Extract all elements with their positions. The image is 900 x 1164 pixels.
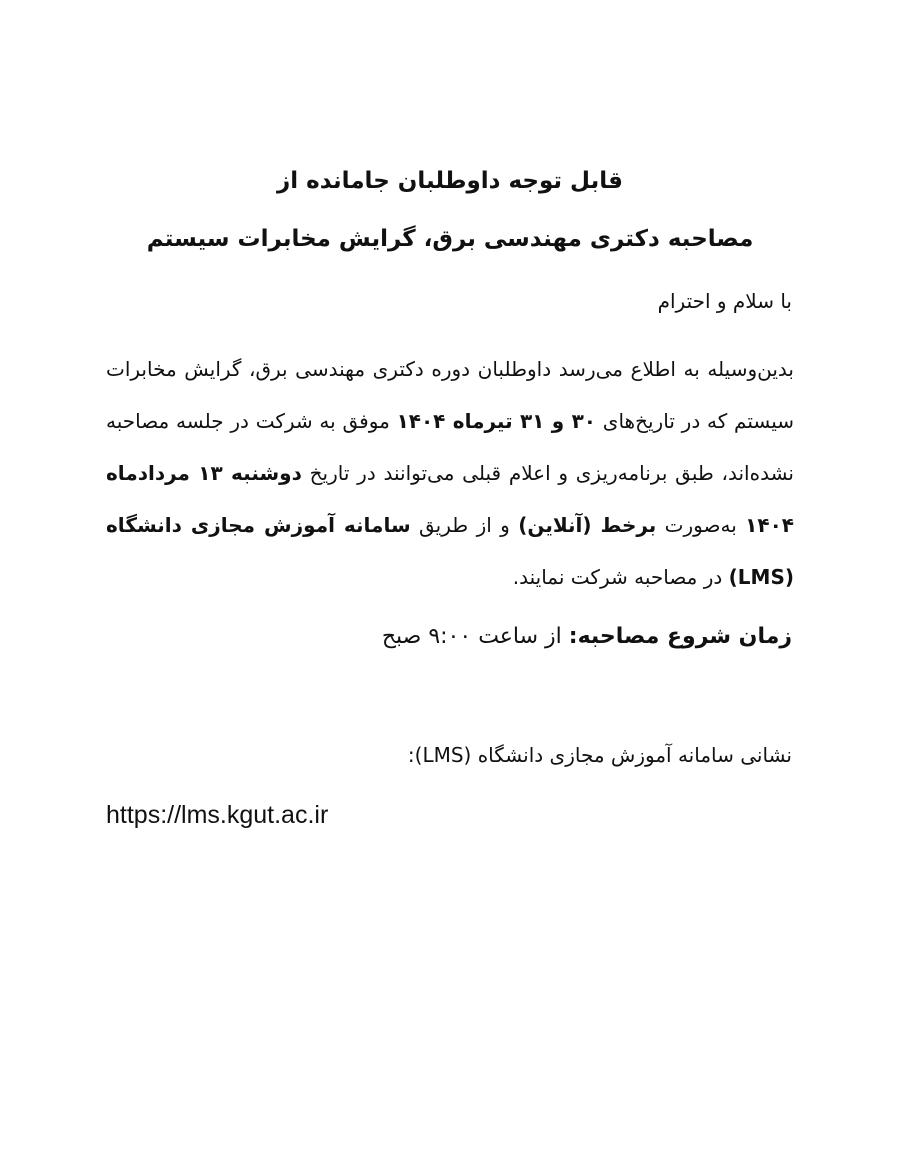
body-text-2: موفق به شرکت در جلسه مصاحبه نشده‌اند، طبق برنامه‌ریزی و اعلام قبلی می‌توانند در تاریخ [106,409,794,485]
lms-url-link[interactable]: https://lms.kgut.ac.ir [106,801,329,829]
body-text-1: بدین‌وسیله به اطلاع می‌رسد داوطلبان دوره دکتری مهندسی برق، گرایش مخابرات سیستم که در تاریخ‌های [106,357,794,433]
interview-time-label: زمان شروع مصاحبه: [568,624,792,649]
heading-line-1: قابل توجه داوطلبان جامانده از [277,168,623,194]
body-text-5: در مصاحبه شرکت نمایند. [512,565,729,589]
body-dates-missed: ۳۰ و ۳۱ تیرماه ۱۴۰۴ [396,409,597,433]
body-lms-system: سامانه آموزش مجازی دانشگاه (LMS) [106,513,794,589]
body-interview-date: دوشنبه ۱۳ مردادماه ۱۴۰۴ [106,461,794,537]
body-online-mode: برخط (آنلاین) [518,513,657,537]
interview-start-time [382,622,792,652]
body-text-4: و از طریق [410,513,519,537]
lms-address-label: نشانی سامانه آموزش مجازی دانشگاه (LMS): [407,743,792,767]
greeting: با سلام و احترام [657,289,792,313]
heading-line-2: مصاحبه دکتری مهندسی برق، گرایش مخابرات سیستم [146,226,754,252]
interview-time-value: از ساعت ۹:۰۰ صبح [381,624,569,649]
announcement-body [106,343,794,603]
body-text-3: به‌صورت [656,513,746,537]
